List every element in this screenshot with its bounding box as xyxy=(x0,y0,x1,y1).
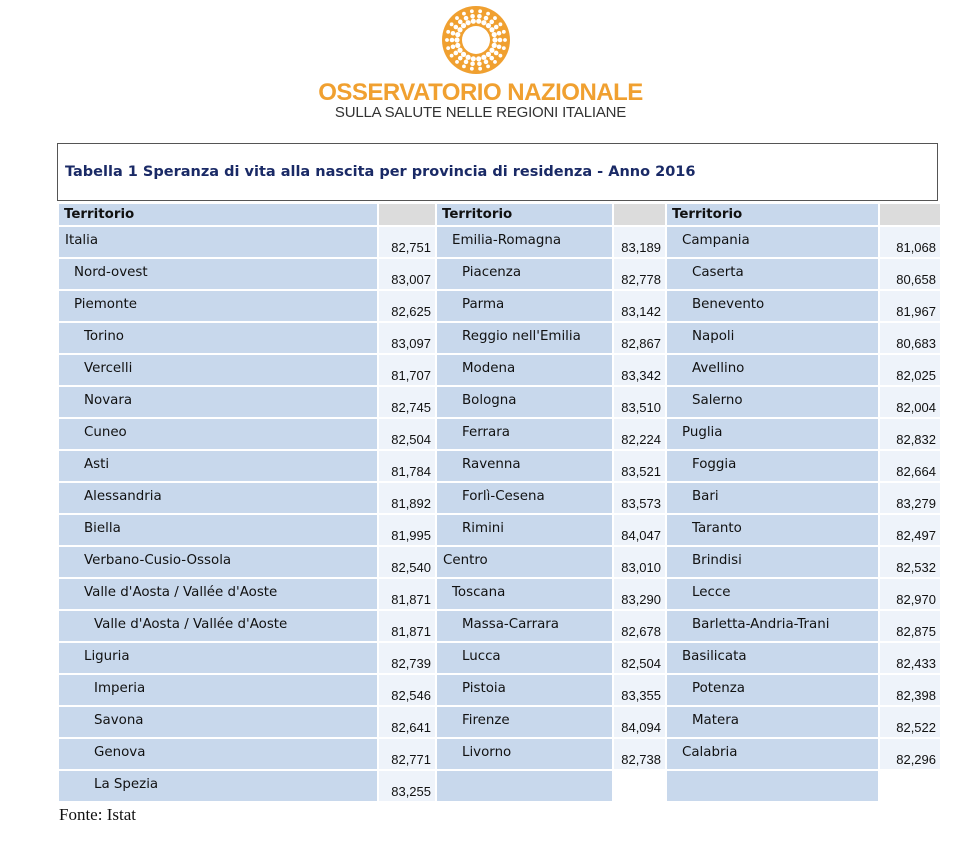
sun-logo-icon xyxy=(438,2,514,78)
life-expectancy-value: 82,625 xyxy=(378,290,436,322)
table-row xyxy=(58,610,941,642)
life-expectancy-value: 82,832 xyxy=(879,418,941,450)
table-row xyxy=(58,546,941,578)
territory-name xyxy=(58,450,378,482)
territory-label: Novara xyxy=(84,393,133,408)
territory-label: Piemonte xyxy=(74,297,137,312)
territory-name xyxy=(666,514,879,546)
territory-name xyxy=(666,642,879,674)
life-expectancy-value: 82,224 xyxy=(613,418,666,450)
table-row xyxy=(58,642,941,674)
life-expectancy-value: 82,522 xyxy=(879,706,941,738)
territory-label: Basilicata xyxy=(682,649,747,664)
column-header-territorio: Territorio xyxy=(666,203,879,226)
territory-label: Massa-Carrara xyxy=(462,617,559,632)
life-expectancy-value: 82,504 xyxy=(613,642,666,674)
table-row xyxy=(58,770,941,802)
life-expectancy-value: 82,867 xyxy=(613,322,666,354)
life-expectancy-value: 80,683 xyxy=(879,322,941,354)
territory-name xyxy=(436,290,613,322)
territory-label: Puglia xyxy=(682,425,723,440)
territory-label: Nord-ovest xyxy=(74,265,148,280)
life-expectancy-value: 81,871 xyxy=(378,610,436,642)
territory-label: Rimini xyxy=(462,521,504,536)
territory-name xyxy=(58,770,378,802)
table-row xyxy=(58,482,941,514)
life-expectancy-value: 82,678 xyxy=(613,610,666,642)
territory-name xyxy=(58,418,378,450)
life-expectancy-value: 84,047 xyxy=(613,514,666,546)
territory-name xyxy=(666,322,879,354)
table-title: Tabella 1 Speranza di vita alla nascita per provincia di residenza - Anno 2016 xyxy=(65,164,696,180)
territory-label: Lecce xyxy=(692,585,731,600)
column-header-value xyxy=(613,203,666,226)
territory-name xyxy=(436,610,613,642)
column-header-value xyxy=(879,203,941,226)
territory-label: Foggia xyxy=(692,457,737,472)
life-expectancy-value: 82,771 xyxy=(378,738,436,770)
table-row xyxy=(58,386,941,418)
territory-name xyxy=(666,450,879,482)
territory-label: Cuneo xyxy=(84,425,127,440)
territory-name xyxy=(436,482,613,514)
territory-name xyxy=(436,642,613,674)
life-expectancy-value: 82,504 xyxy=(378,418,436,450)
life-expectancy-value: 82,664 xyxy=(879,450,941,482)
territory-label: Centro xyxy=(443,553,488,568)
life-expectancy-value: 83,097 xyxy=(378,322,436,354)
life-expectancy-value: 82,398 xyxy=(879,674,941,706)
table-row xyxy=(58,322,941,354)
org-name: OSSERVATORIO NAZIONALE xyxy=(318,79,643,106)
territory-name xyxy=(666,386,879,418)
territory-name xyxy=(666,482,879,514)
territory-label: Campania xyxy=(682,233,750,248)
table-row xyxy=(58,226,941,258)
territory-label: Toscana xyxy=(452,585,506,600)
territory-label: Lucca xyxy=(462,649,501,664)
territory-name xyxy=(58,706,378,738)
territory-name xyxy=(58,674,378,706)
territory-name xyxy=(58,482,378,514)
table-row xyxy=(58,514,941,546)
life-expectancy-value: 83,007 xyxy=(378,258,436,290)
territory-label: La Spezia xyxy=(94,777,159,792)
life-expectancy-value: 82,778 xyxy=(613,258,666,290)
empty-cell xyxy=(613,770,666,802)
territory-name xyxy=(666,674,879,706)
territory-label: Taranto xyxy=(692,521,742,536)
territory-name xyxy=(436,738,613,770)
life-expectancy-value: 82,497 xyxy=(879,514,941,546)
territory-label: Piacenza xyxy=(462,265,522,280)
territory-label: Modena xyxy=(462,361,516,376)
territory-name xyxy=(666,546,879,578)
life-expectancy-table xyxy=(57,202,942,803)
territory-label: Emilia-Romagna xyxy=(452,233,562,248)
territory-label: Pistoia xyxy=(462,681,506,696)
territory-label: Valle d'Aosta / Vallée d'Aoste xyxy=(94,617,288,632)
life-expectancy-value: 82,739 xyxy=(378,642,436,674)
territory-label: Asti xyxy=(84,457,110,472)
column-header-territorio: Territorio xyxy=(436,203,613,226)
territory-name xyxy=(436,514,613,546)
life-expectancy-value: 82,738 xyxy=(613,738,666,770)
territory-label: Firenze xyxy=(462,713,510,728)
life-expectancy-value: 82,532 xyxy=(879,546,941,578)
life-expectancy-value: 82,296 xyxy=(879,738,941,770)
life-expectancy-value: 81,707 xyxy=(378,354,436,386)
territory-label: Avellino xyxy=(692,361,745,376)
life-expectancy-value: 82,970 xyxy=(879,578,941,610)
territory-name xyxy=(58,354,378,386)
territory-name xyxy=(666,706,879,738)
life-expectancy-value: 82,025 xyxy=(879,354,941,386)
territory-name xyxy=(436,578,613,610)
territory-name xyxy=(58,578,378,610)
territory-name xyxy=(436,674,613,706)
life-expectancy-value: 83,342 xyxy=(613,354,666,386)
territory-name xyxy=(58,642,378,674)
life-expectancy-value: 82,641 xyxy=(378,706,436,738)
territory-name xyxy=(666,290,879,322)
territory-label: Napoli xyxy=(692,329,735,344)
territory-label: Liguria xyxy=(84,649,130,664)
territory-label: Genova xyxy=(94,745,146,760)
territory-name xyxy=(436,258,613,290)
territory-label: Torino xyxy=(84,329,125,344)
column-header-territorio: Territorio xyxy=(58,203,378,226)
life-expectancy-value: 83,142 xyxy=(613,290,666,322)
territory-name xyxy=(58,290,378,322)
table-row xyxy=(58,450,941,482)
territory-name xyxy=(58,610,378,642)
table-title-box xyxy=(57,143,938,201)
life-expectancy-value: 83,290 xyxy=(613,578,666,610)
territory-name xyxy=(666,354,879,386)
org-subtitle: SULLA SALUTE NELLE REGIONI ITALIANE xyxy=(334,104,627,121)
territory-label: Ferrara xyxy=(462,425,510,440)
life-expectancy-value: 82,433 xyxy=(879,642,941,674)
territory-label: Parma xyxy=(462,297,505,312)
territory-label: Barletta-Andria-Trani xyxy=(692,617,830,632)
empty-cell xyxy=(436,770,613,802)
territory-name xyxy=(666,738,879,770)
life-expectancy-value: 81,892 xyxy=(378,482,436,514)
territory-label: Brindisi xyxy=(692,553,742,568)
life-expectancy-value: 82,875 xyxy=(879,610,941,642)
table-row xyxy=(58,706,941,738)
territory-name xyxy=(436,322,613,354)
territory-label: Vercelli xyxy=(84,361,133,376)
territory-label: Matera xyxy=(692,713,739,728)
life-expectancy-value: 83,255 xyxy=(378,770,436,802)
life-expectancy-value: 83,510 xyxy=(613,386,666,418)
territory-name xyxy=(58,546,378,578)
empty-cell xyxy=(879,770,941,802)
table-row xyxy=(58,418,941,450)
territory-label: Livorno xyxy=(462,745,512,760)
table-row xyxy=(58,578,941,610)
table-row xyxy=(58,674,941,706)
territory-name xyxy=(436,226,613,258)
territory-name xyxy=(436,450,613,482)
territory-name xyxy=(436,418,613,450)
table-row xyxy=(58,738,941,770)
territory-name xyxy=(666,258,879,290)
life-expectancy-value: 82,546 xyxy=(378,674,436,706)
table-row xyxy=(58,354,941,386)
territory-label: Biella xyxy=(84,521,121,536)
territory-label: Benevento xyxy=(692,297,765,312)
territory-label: Salerno xyxy=(692,393,743,408)
territory-label: Reggio nell'Emilia xyxy=(462,329,581,344)
column-header-value xyxy=(378,203,436,226)
territory-label: Forlì-Cesena xyxy=(462,489,545,504)
life-expectancy-value: 82,745 xyxy=(378,386,436,418)
table-row xyxy=(58,290,941,322)
territory-name xyxy=(436,386,613,418)
life-expectancy-value: 82,540 xyxy=(378,546,436,578)
life-expectancy-value: 83,573 xyxy=(613,482,666,514)
territory-label: Potenza xyxy=(692,681,745,696)
observatory-logo xyxy=(0,0,961,125)
territory-name xyxy=(58,738,378,770)
empty-cell xyxy=(666,770,879,802)
territory-name xyxy=(58,386,378,418)
territory-name xyxy=(436,354,613,386)
life-expectancy-value: 81,871 xyxy=(378,578,436,610)
territory-label: Imperia xyxy=(94,681,146,696)
territory-label: Savona xyxy=(94,713,144,728)
territory-name xyxy=(58,514,378,546)
territory-label: Italia xyxy=(65,233,99,248)
territory-name xyxy=(666,226,879,258)
life-expectancy-value: 83,189 xyxy=(613,226,666,258)
territory-label: Ravenna xyxy=(462,457,521,472)
territory-name xyxy=(436,706,613,738)
territory-label: Verbano-Cusio-Ossola xyxy=(84,553,232,568)
life-expectancy-value: 84,094 xyxy=(613,706,666,738)
life-expectancy-value: 80,658 xyxy=(879,258,941,290)
life-expectancy-value: 81,784 xyxy=(378,450,436,482)
territory-name xyxy=(58,322,378,354)
life-expectancy-value: 82,751 xyxy=(378,226,436,258)
territory-name xyxy=(58,258,378,290)
territory-name xyxy=(58,226,378,258)
life-expectancy-value: 83,521 xyxy=(613,450,666,482)
territory-label: Bologna xyxy=(462,393,517,408)
territory-name xyxy=(436,546,613,578)
territory-label: Valle d'Aosta / Vallée d'Aoste xyxy=(84,585,278,600)
life-expectancy-value: 82,004 xyxy=(879,386,941,418)
territory-name xyxy=(666,418,879,450)
territory-name xyxy=(666,610,879,642)
life-expectancy-value: 83,279 xyxy=(879,482,941,514)
life-expectancy-value: 81,995 xyxy=(378,514,436,546)
territory-label: Bari xyxy=(692,489,719,504)
territory-label: Caserta xyxy=(692,265,744,280)
life-expectancy-value: 83,355 xyxy=(613,674,666,706)
source-note: Fonte: Istat xyxy=(59,805,136,824)
life-expectancy-value: 81,967 xyxy=(879,290,941,322)
table-row xyxy=(58,258,941,290)
territory-label: Alessandria xyxy=(84,489,162,504)
life-expectancy-value: 83,010 xyxy=(613,546,666,578)
life-expectancy-value: 81,068 xyxy=(879,226,941,258)
territory-name xyxy=(666,578,879,610)
territory-label: Calabria xyxy=(682,745,738,760)
